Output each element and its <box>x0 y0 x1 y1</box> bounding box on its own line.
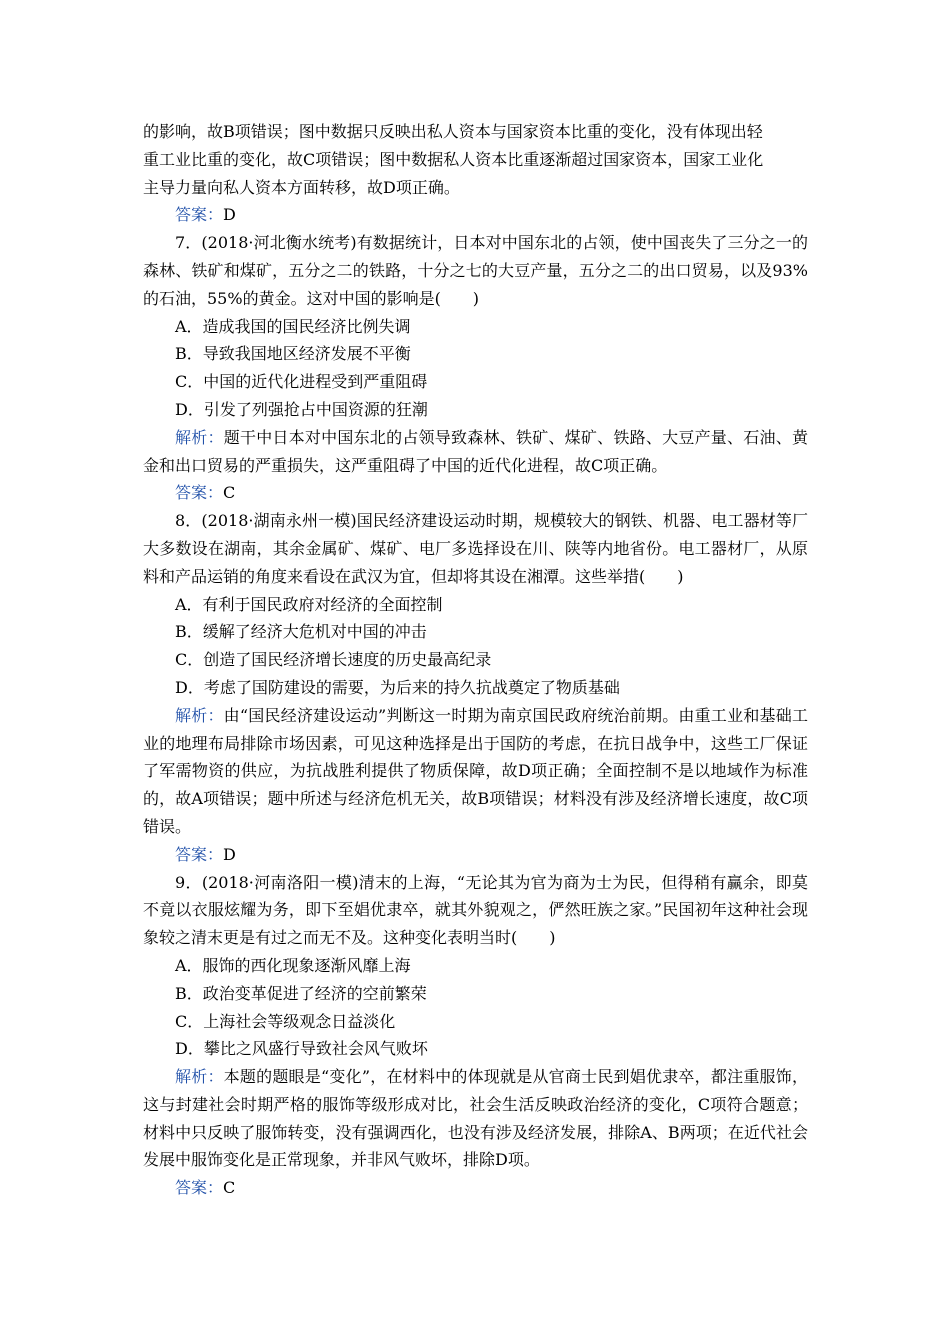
option-b: B．缓解了经济大危机对中国的冲击 <box>175 622 427 642</box>
analysis <box>143 702 808 841</box>
answer-line <box>143 1174 808 1202</box>
option-c: C．上海社会等级观念日益淡化 <box>175 1011 396 1031</box>
answer-label: 答案： <box>175 483 224 503</box>
answer-line <box>143 479 808 507</box>
option-b: B．政治变革促进了经济的空前繁荣 <box>175 983 427 1003</box>
question-8 <box>143 507 808 868</box>
option-a: A．有利于国民政府对经济的全面控制 <box>175 594 443 614</box>
question-stem: 8．(2018·湖南永州一模)国民经济建设运动时期，规模较大的钢铁、机器、电工器材等厂大多数设在湖南，其余金属矿、煤矿、电厂多选择设在川、陕等内地省份。电工器材厂，从原料和产品运销的角度来看设在武汉为宜，但却将其设在湘潭。这些举措( ) <box>143 511 808 586</box>
question-stem: 9．(2018·河南洛阳一模)清末的上海，“无论其为官为商为士为民，但得稍有赢余，即莫不竟以衣服炫耀为务，即下至娼优隶卒，就其外貌观之，俨然旺族之家。”民国初年这种社会现象较之清末更是有过之而无不及。这种变化表明当时( ) <box>143 872 808 948</box>
answer-line <box>143 201 808 229</box>
analysis-label: 解析： <box>175 427 224 447</box>
answer-line <box>143 841 808 869</box>
answer-label: 答案： <box>175 844 224 864</box>
option-d: D．攀比之风盛行导致社会风气败坏 <box>175 1039 428 1059</box>
answer-value: C <box>223 1178 236 1198</box>
previous-analysis-continuation <box>143 118 808 229</box>
option-a: A．造成我国的国民经济比例失调 <box>175 316 411 336</box>
analysis-text: 本题的题眼是“变化”，在材料中的体现就是从官商士民到娼优隶卒，都注重服饰，这与封建社会时期严格的服饰等级形成对比，社会生活反映政治经济的变化，C项符合题意；材料中只反映了服饰转变，没有强调西化，也没有涉及经济发展，排除A、B两项；在近代社会发展中服饰变化是正常现象，并非风气败坏，排除D项。 <box>143 1067 808 1170</box>
option-d: D．引发了列强抢占中国资源的狂潮 <box>175 399 428 419</box>
analysis-line: 主导力量向私人资本方面转移，故D项正确。 <box>143 177 460 197</box>
document-page <box>143 118 808 1202</box>
analysis <box>143 1063 808 1174</box>
analysis <box>143 424 808 480</box>
option-b: B．导致我国地区经济发展不平衡 <box>175 344 411 364</box>
answer-value: D <box>223 205 236 225</box>
option-d: D．考虑了国防建设的需要，为后来的持久抗战奠定了物质基础 <box>175 677 620 697</box>
answer-label: 答案： <box>175 1178 224 1198</box>
analysis-label: 解析： <box>175 705 224 725</box>
answer-label: 答案： <box>175 205 224 225</box>
analysis-label: 解析： <box>175 1067 224 1087</box>
analysis-line: 的影响，故B项错误；图中数据只反映出私人资本与国家资本比重的变化，没有体现出轻 <box>143 122 763 141</box>
question-9 <box>143 869 808 1203</box>
analysis-text: 由“国民经济建设运动”判断这一时期为南京国民政府统治前期。由重工业和基础工业的地理布局排除市场因素，可见这种选择是出于国防的考虑，在抗日战争中，这些工厂保证了军需物资的供应，为抗战胜利提供了物质保障，故D项正确；全面控制不是以地域作为标准的，故A项错误；题中所述与经济危机无关，故B项错误；材料没有涉及经济增长速度，故C项错误。 <box>143 705 808 836</box>
question-7 <box>143 229 808 507</box>
option-c: C．创造了国民经济增长速度的历史最高纪录 <box>175 650 492 670</box>
analysis-text: 题干中日本对中国东北的占领导致森林、铁矿、煤矿、铁路、大豆产量、石油、黄金和出口贸易的严重损失，这严重阻碍了中国的近代化进程，故C项正确。 <box>143 427 808 475</box>
option-a: A．服饰的西化现象逐渐风靡上海 <box>175 955 411 975</box>
answer-value: C <box>223 483 236 503</box>
answer-value: D <box>223 844 236 864</box>
analysis-line: 重工业比重的变化，故C项错误；图中数据私人资本比重逐渐超过国家资本，国家工业化 <box>143 149 764 169</box>
question-stem: 7．(2018·河北衡水统考)有数据统计，日本对中国东北的占领，使中国丧失了三分之一的森林、铁矿和煤矿，五分之二的铁路，十分之七的大豆产量，五分之二的出口贸易，以及93%的石油，55%的黄金。这对中国的影响是( ) <box>143 233 808 308</box>
option-c: C．中国的近代化进程受到严重阻碍 <box>175 372 428 392</box>
